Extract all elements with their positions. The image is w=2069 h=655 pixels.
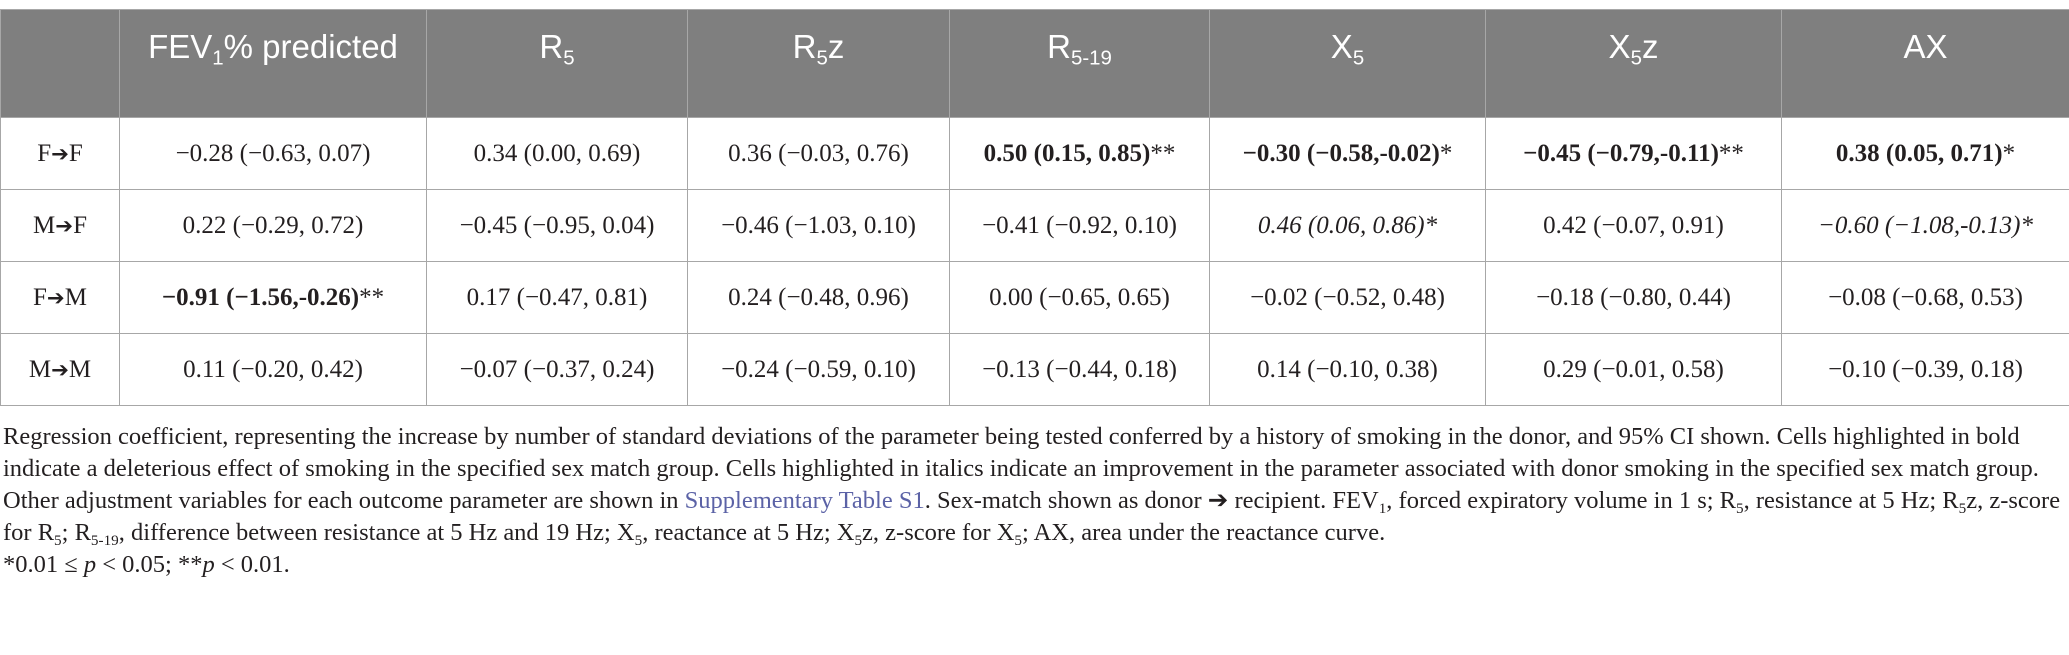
column-header-subscript: 5 bbox=[1630, 46, 1642, 70]
right-arrow-icon: ➔ bbox=[55, 213, 74, 239]
footnote-text: ; R bbox=[61, 519, 91, 546]
recipient-sex: F bbox=[73, 211, 87, 239]
footnote-text: < 0.05; ** bbox=[96, 551, 203, 578]
cell-value: −0.10 (−0.39, 0.18) bbox=[1828, 355, 2023, 383]
column-header-r5 bbox=[427, 10, 688, 118]
cell-value: 0.00 (−0.65, 0.65) bbox=[989, 283, 1170, 311]
cell-value: −0.28 (−0.63, 0.07) bbox=[175, 139, 371, 167]
table-cell-r5_19 bbox=[950, 190, 1210, 262]
footnote-text: , forced expiratory volume in 1 s; R bbox=[1386, 487, 1737, 514]
table-cell-x5 bbox=[1210, 334, 1486, 406]
table-cell-x5z bbox=[1486, 190, 1782, 262]
column-header-ax bbox=[1782, 10, 2069, 118]
table-cell-x5 bbox=[1210, 190, 1486, 262]
significance-marker: * bbox=[1439, 139, 1453, 167]
footnote-subscript: 5 bbox=[54, 531, 62, 549]
table-cell-r5 bbox=[427, 262, 688, 334]
column-header-subscript: 5 bbox=[816, 46, 828, 70]
footnote-text: < 0.01. bbox=[214, 551, 290, 578]
cell-value: 0.46 (0.06, 0.86) bbox=[1257, 211, 1425, 239]
table-row bbox=[1, 334, 2069, 406]
recipient-sex: M bbox=[68, 355, 92, 383]
right-arrow-icon: ➔ bbox=[46, 285, 65, 311]
cell-value: −0.18 (−0.80, 0.44) bbox=[1536, 283, 1731, 311]
table-cell-fev1 bbox=[120, 334, 427, 406]
column-header-text: R bbox=[1047, 28, 1071, 65]
footnote-text: . Sex-match shown as donor ➔ recipient. FEV bbox=[924, 487, 1379, 514]
column-header-x5z bbox=[1486, 10, 1782, 118]
cell-value: 0.38 (0.05, 0.71) bbox=[1835, 139, 2003, 167]
cell-value: 0.50 (0.15, 0.85) bbox=[983, 139, 1151, 167]
table-footnotes bbox=[3, 421, 2065, 581]
right-arrow-icon: ➔ bbox=[51, 141, 69, 167]
column-header-r5z bbox=[688, 10, 950, 118]
row-label-sex-match bbox=[1, 118, 120, 190]
cell-value: −0.13 (−0.44, 0.18) bbox=[982, 355, 1177, 383]
column-header-subscript: 5 bbox=[1352, 46, 1365, 70]
table-cell-ax bbox=[1782, 334, 2069, 406]
cell-value: 0.11 (−0.20, 0.42) bbox=[183, 355, 363, 383]
column-header-suffix: % predicted bbox=[223, 28, 398, 65]
table-cell-fev1 bbox=[120, 118, 427, 190]
footnote-text: Regression coefficient, representing the increase by number of standard deviations of the parameter being tested conferred by a history of smoking in the donor, and 95% CI shown. Cells highlighted in bold indicate a deleterious effect of smoking in the specified sex match group. Cells highlighted in italics indicate an improvement in the parameter associated with donor smoking in the specified sex match group. Other adjustment variables for each outcome parameter are shown in bbox=[3, 423, 2039, 514]
cell-value: 0.14 (−0.10, 0.38) bbox=[1257, 355, 1438, 383]
footnote-main bbox=[3, 421, 2065, 549]
table-cell-r5 bbox=[427, 118, 688, 190]
footnote-subscript: 1 bbox=[1378, 499, 1387, 517]
table-cell-x5 bbox=[1210, 118, 1486, 190]
footnote-subscript: 5 bbox=[1736, 499, 1744, 517]
header-row bbox=[1, 10, 2069, 118]
table-cell-fev1 bbox=[120, 190, 427, 262]
cell-value: 0.24 (−0.48, 0.96) bbox=[728, 283, 909, 311]
cell-value: −0.30 (−0.58,-0.02) bbox=[1242, 139, 1440, 167]
footnote-text: ; AX, area under the reactance curve. bbox=[1022, 519, 1386, 546]
cell-value: −0.45 (−0.79,-0.11) bbox=[1523, 139, 1719, 167]
table-cell-r5_19 bbox=[950, 334, 1210, 406]
footnote-subscript: 5 bbox=[634, 531, 643, 549]
table-cell-r5 bbox=[427, 190, 688, 262]
table-row bbox=[1, 262, 2069, 334]
donor-sex: F bbox=[33, 283, 47, 311]
column-header-subscript: 1 bbox=[212, 46, 224, 70]
cell-value: 0.17 (−0.47, 0.81) bbox=[466, 283, 648, 311]
cell-value: −0.07 (−0.37, 0.24) bbox=[459, 355, 655, 383]
significance-marker: ** bbox=[359, 283, 385, 311]
significance-marker: * bbox=[2002, 139, 2016, 167]
right-arrow-icon: ➔ bbox=[51, 357, 69, 383]
column-header-r5_19 bbox=[950, 10, 1210, 118]
footnote-subscript: 5 bbox=[854, 531, 863, 549]
cell-value: 0.29 (−0.01, 0.58) bbox=[1543, 355, 1724, 383]
results-table bbox=[0, 9, 2069, 406]
header-corner bbox=[1, 10, 120, 118]
cell-value: −0.41 (−0.92, 0.10) bbox=[982, 211, 1177, 239]
table-row bbox=[1, 190, 2069, 262]
donor-sex: M bbox=[28, 355, 52, 383]
footnote-subscript: 5 bbox=[1958, 499, 1967, 517]
footnote-p-symbol: p bbox=[83, 551, 97, 578]
table-cell-ax bbox=[1782, 190, 2069, 262]
table-cell-ax bbox=[1782, 118, 2069, 190]
table-body bbox=[1, 118, 2069, 406]
significance-marker: ** bbox=[1718, 139, 1744, 167]
column-header-text: X bbox=[1330, 28, 1353, 65]
table-row bbox=[1, 118, 2069, 190]
column-header-suffix: z bbox=[1641, 28, 1659, 65]
table-cell-r5z bbox=[688, 334, 950, 406]
row-label-sex-match bbox=[1, 262, 120, 334]
table-cell-r5_19 bbox=[950, 118, 1210, 190]
row-label-sex-match bbox=[1, 334, 120, 406]
donor-sex: F bbox=[37, 139, 52, 167]
supplementary-table-link[interactable]: Supplementary Table S1 bbox=[684, 487, 925, 514]
cell-value: −0.60 (−1.08,-0.13) bbox=[1818, 211, 2021, 239]
footnote-text: , reactance at 5 Hz; X bbox=[642, 519, 855, 546]
significance-marker: * bbox=[1424, 211, 1438, 239]
table-cell-x5z bbox=[1486, 118, 1782, 190]
column-header-subscript: 5 bbox=[563, 46, 575, 70]
cell-value: −0.46 (−1.03, 0.10) bbox=[721, 211, 916, 239]
table-cell-x5 bbox=[1210, 262, 1486, 334]
footnote-text: z, z-score for R bbox=[3, 487, 2061, 546]
footnote-significance bbox=[3, 549, 2065, 581]
table-cell-r5z bbox=[688, 190, 950, 262]
footnote-p-symbol: p bbox=[202, 551, 215, 578]
cell-value: −0.02 (−0.52, 0.48) bbox=[1250, 283, 1445, 311]
footnote-text: , difference between resistance at 5 Hz and 19 Hz; X bbox=[118, 519, 635, 546]
cell-value: 0.34 (0.00, 0.69) bbox=[473, 139, 641, 167]
cell-value: −0.24 (−0.59, 0.10) bbox=[721, 355, 916, 383]
table-cell-x5z bbox=[1486, 334, 1782, 406]
cell-value: −0.91 (−1.56,-0.26) bbox=[161, 283, 360, 311]
column-header-text: R bbox=[539, 28, 564, 65]
cell-value: 0.22 (−0.29, 0.72) bbox=[182, 211, 364, 239]
cell-value: 0.36 (−0.03, 0.76) bbox=[728, 139, 909, 167]
footnote-subscript: 5 bbox=[1014, 531, 1022, 549]
column-header-text: R bbox=[792, 28, 817, 65]
column-header-subscript: 5-19 bbox=[1070, 46, 1112, 70]
column-header-suffix: z bbox=[827, 28, 845, 65]
cell-value: −0.08 (−0.68, 0.53) bbox=[1828, 283, 2023, 311]
table-cell-r5z bbox=[688, 118, 950, 190]
recipient-sex: M bbox=[64, 283, 87, 311]
table-cell-fev1 bbox=[120, 262, 427, 334]
cell-value: −0.45 (−0.95, 0.04) bbox=[459, 211, 655, 239]
significance-marker: * bbox=[2020, 211, 2033, 239]
column-header-text: FEV bbox=[148, 28, 213, 65]
recipient-sex: F bbox=[68, 139, 83, 167]
column-header-x5 bbox=[1210, 10, 1486, 118]
table-cell-ax bbox=[1782, 262, 2069, 334]
footnote-text: , resistance at 5 Hz; R bbox=[1743, 487, 1959, 514]
table-cell-r5z bbox=[688, 262, 950, 334]
column-header-text: AX bbox=[1903, 28, 1948, 65]
donor-sex: M bbox=[33, 211, 56, 239]
footnote-subscript: 5-19 bbox=[90, 531, 119, 549]
footnote-text: *0.01 ≤ bbox=[3, 551, 84, 578]
row-label-sex-match bbox=[1, 190, 120, 262]
column-header-fev1 bbox=[120, 10, 427, 118]
table-cell-r5 bbox=[427, 334, 688, 406]
footnote-text: z, z-score for X bbox=[862, 519, 1015, 546]
cell-value: 0.42 (−0.07, 0.91) bbox=[1543, 211, 1724, 239]
significance-marker: ** bbox=[1150, 139, 1176, 167]
table-cell-x5z bbox=[1486, 262, 1782, 334]
table-cell-r5_19 bbox=[950, 262, 1210, 334]
column-header-text: X bbox=[1608, 28, 1631, 65]
